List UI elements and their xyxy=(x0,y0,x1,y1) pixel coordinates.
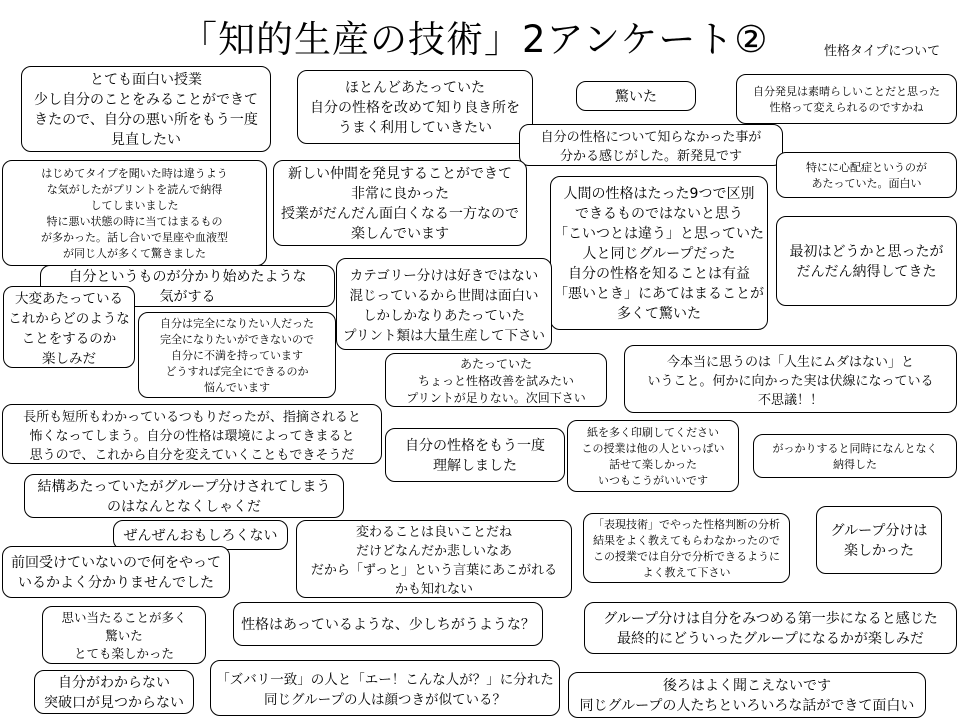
comment-bubble: 自分は完全になりたい人だった 完全になりたいができないので 自分に不満を持っています どうすれば完全にできるのか 悩んでいます xyxy=(138,312,336,398)
comment-bubble: 人間の性格はたった9つで区別 できるものではないと思う 「こいつとは違う」と思っていた 人と同じグループだった 自分の性格を知ることは有益 「悪いとき」にあてはまることが 多くて驚いた xyxy=(550,176,768,330)
comment-bubble: 長所も短所もわかっているつもりだったが、指摘されると 怖くなってしまう。自分の性格は環境によってきまると 思うので、これから自分を変えていくこともできそうだ xyxy=(2,404,382,464)
comment-bubble: 新しい仲間を発見することができて 非常に良かった 授業がだんだん面白くなる一方なので 楽しんでいます xyxy=(273,160,527,246)
comment-bubble: とても面白い授業 少し自分のことをみることができて きたので、自分の悪い所をもう一度 見直したい xyxy=(21,66,271,152)
comment-bubble: がっかりすると同時になんとなく 納得した xyxy=(753,434,957,478)
comment-bubble: 「ズバリ一致」の人と「エー！こんな人が？」に分れた 同じグループの人は顔つきが似ている？ xyxy=(210,660,560,716)
comment-bubble: 「表現技術」でやった性格判断の分析 結果をよく教えてもらわなかったので この授業では自分で分析できるように よく教えて下さい xyxy=(583,513,790,583)
comment-bubble: グループ分けは 楽しかった xyxy=(816,506,942,574)
comment-bubble: 思い当たることが多く 驚いた とても楽しかった xyxy=(42,606,206,664)
comment-bubble: 自分発見は素晴らしいことだと思った 性格って変えられるのですかね xyxy=(736,74,957,124)
comment-bubble: 結構あたっていたがグループ分けされてしまう のはなんとなくしゃくだ xyxy=(24,474,344,518)
slide-title: 「知的生産の技術」2アンケート② xyxy=(180,18,769,61)
comment-bubble: 自分というものが分かり始めたような 気がする xyxy=(40,265,335,307)
comment-bubble: あたっていた ちょっと性格改善を試みたい プリントが足りない。次回下さい xyxy=(385,353,607,407)
comment-bubble: ぜんぜんおもしろくない xyxy=(113,520,288,550)
comment-bubble: 性格はあっているような、少しちがうような？ xyxy=(233,602,543,646)
comment-bubble: はじめてタイプを聞いた時は違うよう な気がしたがプリントを読んで納得 してしまいました 特に悪い状態の時に当てはまるもの が多かった。話し合いで星座や血液型 が同じ人が多くて驚きました xyxy=(2,160,267,266)
comment-bubble: カテゴリー分けは好きではない 混じっているから世間は面白い しかしかなりあたっていた プリント類は大量生産して下さい xyxy=(336,258,552,350)
comment-bubble: ほとんどあたっていた 自分の性格を改めて知り良き所を うまく利用していきたい xyxy=(297,70,533,144)
comment-bubble: 自分がわからない 突破口が見つからない xyxy=(34,670,194,714)
comment-bubble: 後ろはよく聞こえないです 同じグループの人たちといろいろな話ができて面白い xyxy=(568,672,926,718)
comment-bubble: グループ分けは自分をみつめる第一歩になると感じた 最終的にどういったグループになるかが楽しみだ xyxy=(584,602,957,654)
comment-bubble: 今本当に思うのは「人生にムダはない」と いうこと。何かに向かった実は伏線になっている 不思議！！ xyxy=(624,345,957,413)
comment-bubble: 自分の性格をもう一度 理解しました xyxy=(385,428,565,482)
comment-bubble: 変わることは良いことだね だけどなんだか悲しいなあ だから「ずっと」という言葉にあこがれる かも知れない xyxy=(296,520,572,598)
comment-bubble: 紙を多く印刷してください この授業は他の人といっぱい 話せて楽しかった いつもこうがいいです xyxy=(567,420,739,492)
comment-bubble: 自分の性格について知らなかった事が 分かる感じがした。新発見です xyxy=(519,124,783,166)
comment-bubble: 大変あたっている これからどのような ことをするのか 楽しみだ xyxy=(3,286,135,368)
comment-bubble: 前回受けていないので何をやって いるかよく分かりませんでした xyxy=(2,546,230,598)
comment-bubble: 最初はどうかと思ったが だんだん納得してきた xyxy=(776,216,957,306)
comment-bubble: 特にに心配症というのが あたっていた。面白い xyxy=(776,152,957,198)
comment-bubble: 驚いた xyxy=(576,81,696,111)
slide-subtitle: 性格タイプについて xyxy=(824,44,941,59)
